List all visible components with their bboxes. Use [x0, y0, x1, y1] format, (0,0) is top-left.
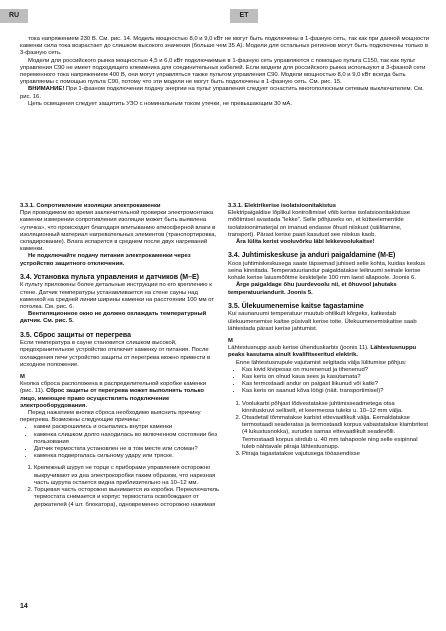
model-label: M	[228, 338, 233, 345]
list-item: 1. Крепежный шуруп не торце с приборами управления осторожно выкручивают из дна электрокоробки таким образом, что нарезная часть шурупа остается видна приблизительно на 10–12 мм.	[34, 465, 220, 487]
top-paragraph-4: Цепь освещения следует защитить УЗО с номинальным током утечки, не превышающим 30 мА.	[28, 100, 292, 107]
section-331-text: При проводимом во время заключительной проверки электромонтажа каменки измерении сопротивления изоляции может быть выявлена «утечка», что происходит благодаря впитыванию атмосферной влаги в изоляционный материал нагревательных элементов (транспортировка, складирование). Влага испарится в среднем после двух нагреваний каменки.	[20, 210, 217, 253]
list-item: • каменка подвергалась сильному удару или тряске.	[34, 453, 220, 460]
reset-warning: Lähtestusnuppu peaks kasutama ainult kvalifitseeritud elektrik.	[228, 345, 417, 359]
section-35-title: 3.5. Сброс защиты от перегрева	[20, 331, 131, 339]
section-35-title: 3.5. Ülekuumenemise kaitse tagastamine	[228, 302, 364, 310]
section-331-title: 3.3.1. Сопротивление изоляции электрокаменки	[20, 203, 161, 209]
list-item: • камни раскрошились и осыпались внутри каменки	[34, 424, 220, 431]
language-tab-ru: RU	[0, 9, 28, 23]
list-item: • Kas kivid kivipesas on murenenud ja tihenenud?	[242, 367, 428, 374]
cause-list	[228, 367, 428, 396]
column-russian	[20, 203, 220, 509]
model-label: M	[20, 374, 25, 381]
step-list	[228, 401, 428, 459]
list-item: • Kas keris on olnud kaua sees ja kasutamata?	[242, 374, 428, 381]
step-list	[20, 465, 220, 508]
section-34-title: 3.4. Juhtimiskeskuse ja anduri paigaldamine (M-E)	[228, 252, 396, 260]
section-34-title: 3.4. Установка пульта управления и датчиков (М–Е)	[20, 273, 200, 281]
column-estonian	[228, 203, 428, 458]
reset-causes-intro: Enne lähtestusnupule vajutamist selgitada välja lülitumise põhjus:	[236, 359, 407, 366]
list-item: 1. Voolukarbi põhjast lõdvestatakse juhtimisseadmetega otsa kinnituskruvi selliselt, et keermeosa tuleks u. 10–12 mm välja.	[242, 401, 428, 415]
list-item: 2. Торцевая часть осторожно вынимается из коробки. Переключатель термостата снимается и корпус термостата освобождают от держателей (4 шт. блокатора), одновременно осторожно нажимая	[34, 487, 220, 509]
reset-text	[228, 345, 428, 359]
section-35-text: Kui saunaruumi temperatuur muutub ohtlikult kõrgeks, katkestab ülekuumenemise kaitse püsivalt kerise toite. Ülekuumenemiskaitse saab lähtestada pärast kerise jahtumist.	[228, 311, 417, 332]
list-item: • каменка слишком долго находилась во включенном состоянии без пользования	[34, 432, 220, 446]
list-item: 3. Piiraja tagastatakse vajutusega tööasendisse	[242, 451, 428, 458]
page-number: 14	[20, 603, 28, 610]
section-34-text: Koos juhtimiskeskusega saate täpsemad juhised selle kohta, kuidas keskus seina kinnitada. Temperatuuriandur paigaldatakse leiliruumi seinale kerise kohale kerise laiusmõõtme keskteljele 100 mm laest allapoole. Joonis 6.	[228, 260, 426, 282]
top-paragraph-3	[20, 86, 430, 100]
reset-text	[20, 381, 220, 410]
section-331-text: Elektripaigaldise lõplikul kontrollimisel võib kerise isolatsioonitakistuse mõõtmisel avastada “lekke”. Selle põhjuseks on, et kütteelementide isolatsioonimaterjal on imanud endasse õhust niiskust (säilitamine, transport). Pärast kerise paari kasutust see niiskus kaob.	[228, 210, 411, 238]
warning-label: ВНИМАНИЕ!	[28, 86, 65, 93]
top-paragraph-2: Модели для российского рынка мощностью 4,5 и 6,0 кВт подключаемые в 1-фазную сеть управляются с помощью пульта C150, так как пульт управления C90 не имеет подходящего клеммника для соединительных кабелей. Если модели для российского рынка используют в 3-фазной сети переменного тока напряжением 400 В, они могут управляться также пультом управления C90. Модели мощностью 8,0 и 9,0 кВт всегда быть управляемы с помощью пульта C90, потому что эти модели не могут быть подключены в 1-фазную сеть. См. рис. 15.	[20, 57, 426, 86]
top-section	[20, 36, 430, 108]
section-35-text: Если температура в сауне становится слишком высокой, предохранительное устройство отключит каменку от питания. После охлаждения печи устройство защиты от перегрева можно привести в исходное положение.	[20, 340, 211, 368]
section-331-warning: Ära lülita kerist vooluvõrku läbi lekkevoolukaitse!	[236, 239, 375, 246]
list-item: • Kas keris on saanud kõva löögi (näit. transportimisel)?	[242, 388, 428, 395]
section-331-title: 3.3.1. Elektrikerise isolatsioonitakistus	[228, 203, 337, 209]
top-paragraph-1: тока напряжением 230 В. См. рис. 14. Модель мощностью 8,0 и 9,0 кВт не могут быть подключены в 1-фазную сеть, так как при данной мощности каменки сила тока возрастает до слишком высокого значения (больше чем 35 А). Модели для остальных регионов могут быть подключены только в 3-фазную сеть.	[20, 36, 430, 57]
section-34-text: К пульту приложены более детальные инструкции по его креплению к стене. Датчик температуры устанавливается на стене сауны над каменкой на средней линии ширины каменки на расстоянии 100 мм от потолка. См. рис. 6.	[20, 282, 215, 311]
language-tab-et: ET	[230, 9, 258, 23]
warning-text: При 1-фазном подключении подачу энергии на пульт управления следует оснастить многополюсным сетевым выключателем. См. рис. 16.	[20, 86, 424, 100]
list-item: • Датчик термостата установлен не в том месте или сломан?	[34, 446, 220, 453]
list-item: • Kas termostaadi andur on paigast liikunud või katki?	[242, 381, 428, 388]
reset-location: Кнопка сброса расположена в распределительной коробке каменки (рис. 11).	[20, 381, 207, 395]
cause-list	[20, 424, 220, 460]
reset-warning: Сброс защиты от перегрева может выполнять только лицо, имеющее право осуществлять подключение электрооборудования.	[20, 388, 204, 409]
section-331-warning: Не подключайте подачу питания электрокаменки через устройство защитного отключения.	[20, 253, 191, 267]
reset-causes-intro: Перед нажатием кнопки сброса необходимо выяснить причину перегрева. Возможны следующие причины:	[20, 410, 201, 424]
section-34-warning: Ärge paigaldage õhu juurdevoolu nii, et õhuvool jahutaks temperatuuriandurit. Joonis 5.	[228, 282, 397, 296]
section-34-warning: Вентиляционное окно не должно охлаждать температурный датчик. См. рис. 5.	[20, 311, 207, 325]
reset-location: Lähtestusnupp asub kerise ühenduskarbis (joonis 11).	[228, 345, 369, 352]
list-item: 2. Otsadetail tõmmatakse karbist ettevaatlikult välja. Eemaldatakse termostaadi seaderatas ja termostaadi korpus vabastatakse klambritest (4 lukustusnokka), surudes samas ettevaatlikult seadevõlli. Termostaadi korpus siirdub u. 40 mm tahapoole ning selle esipinnal tuleb nähtavale piiraja lähtestusnupp.	[242, 415, 428, 451]
